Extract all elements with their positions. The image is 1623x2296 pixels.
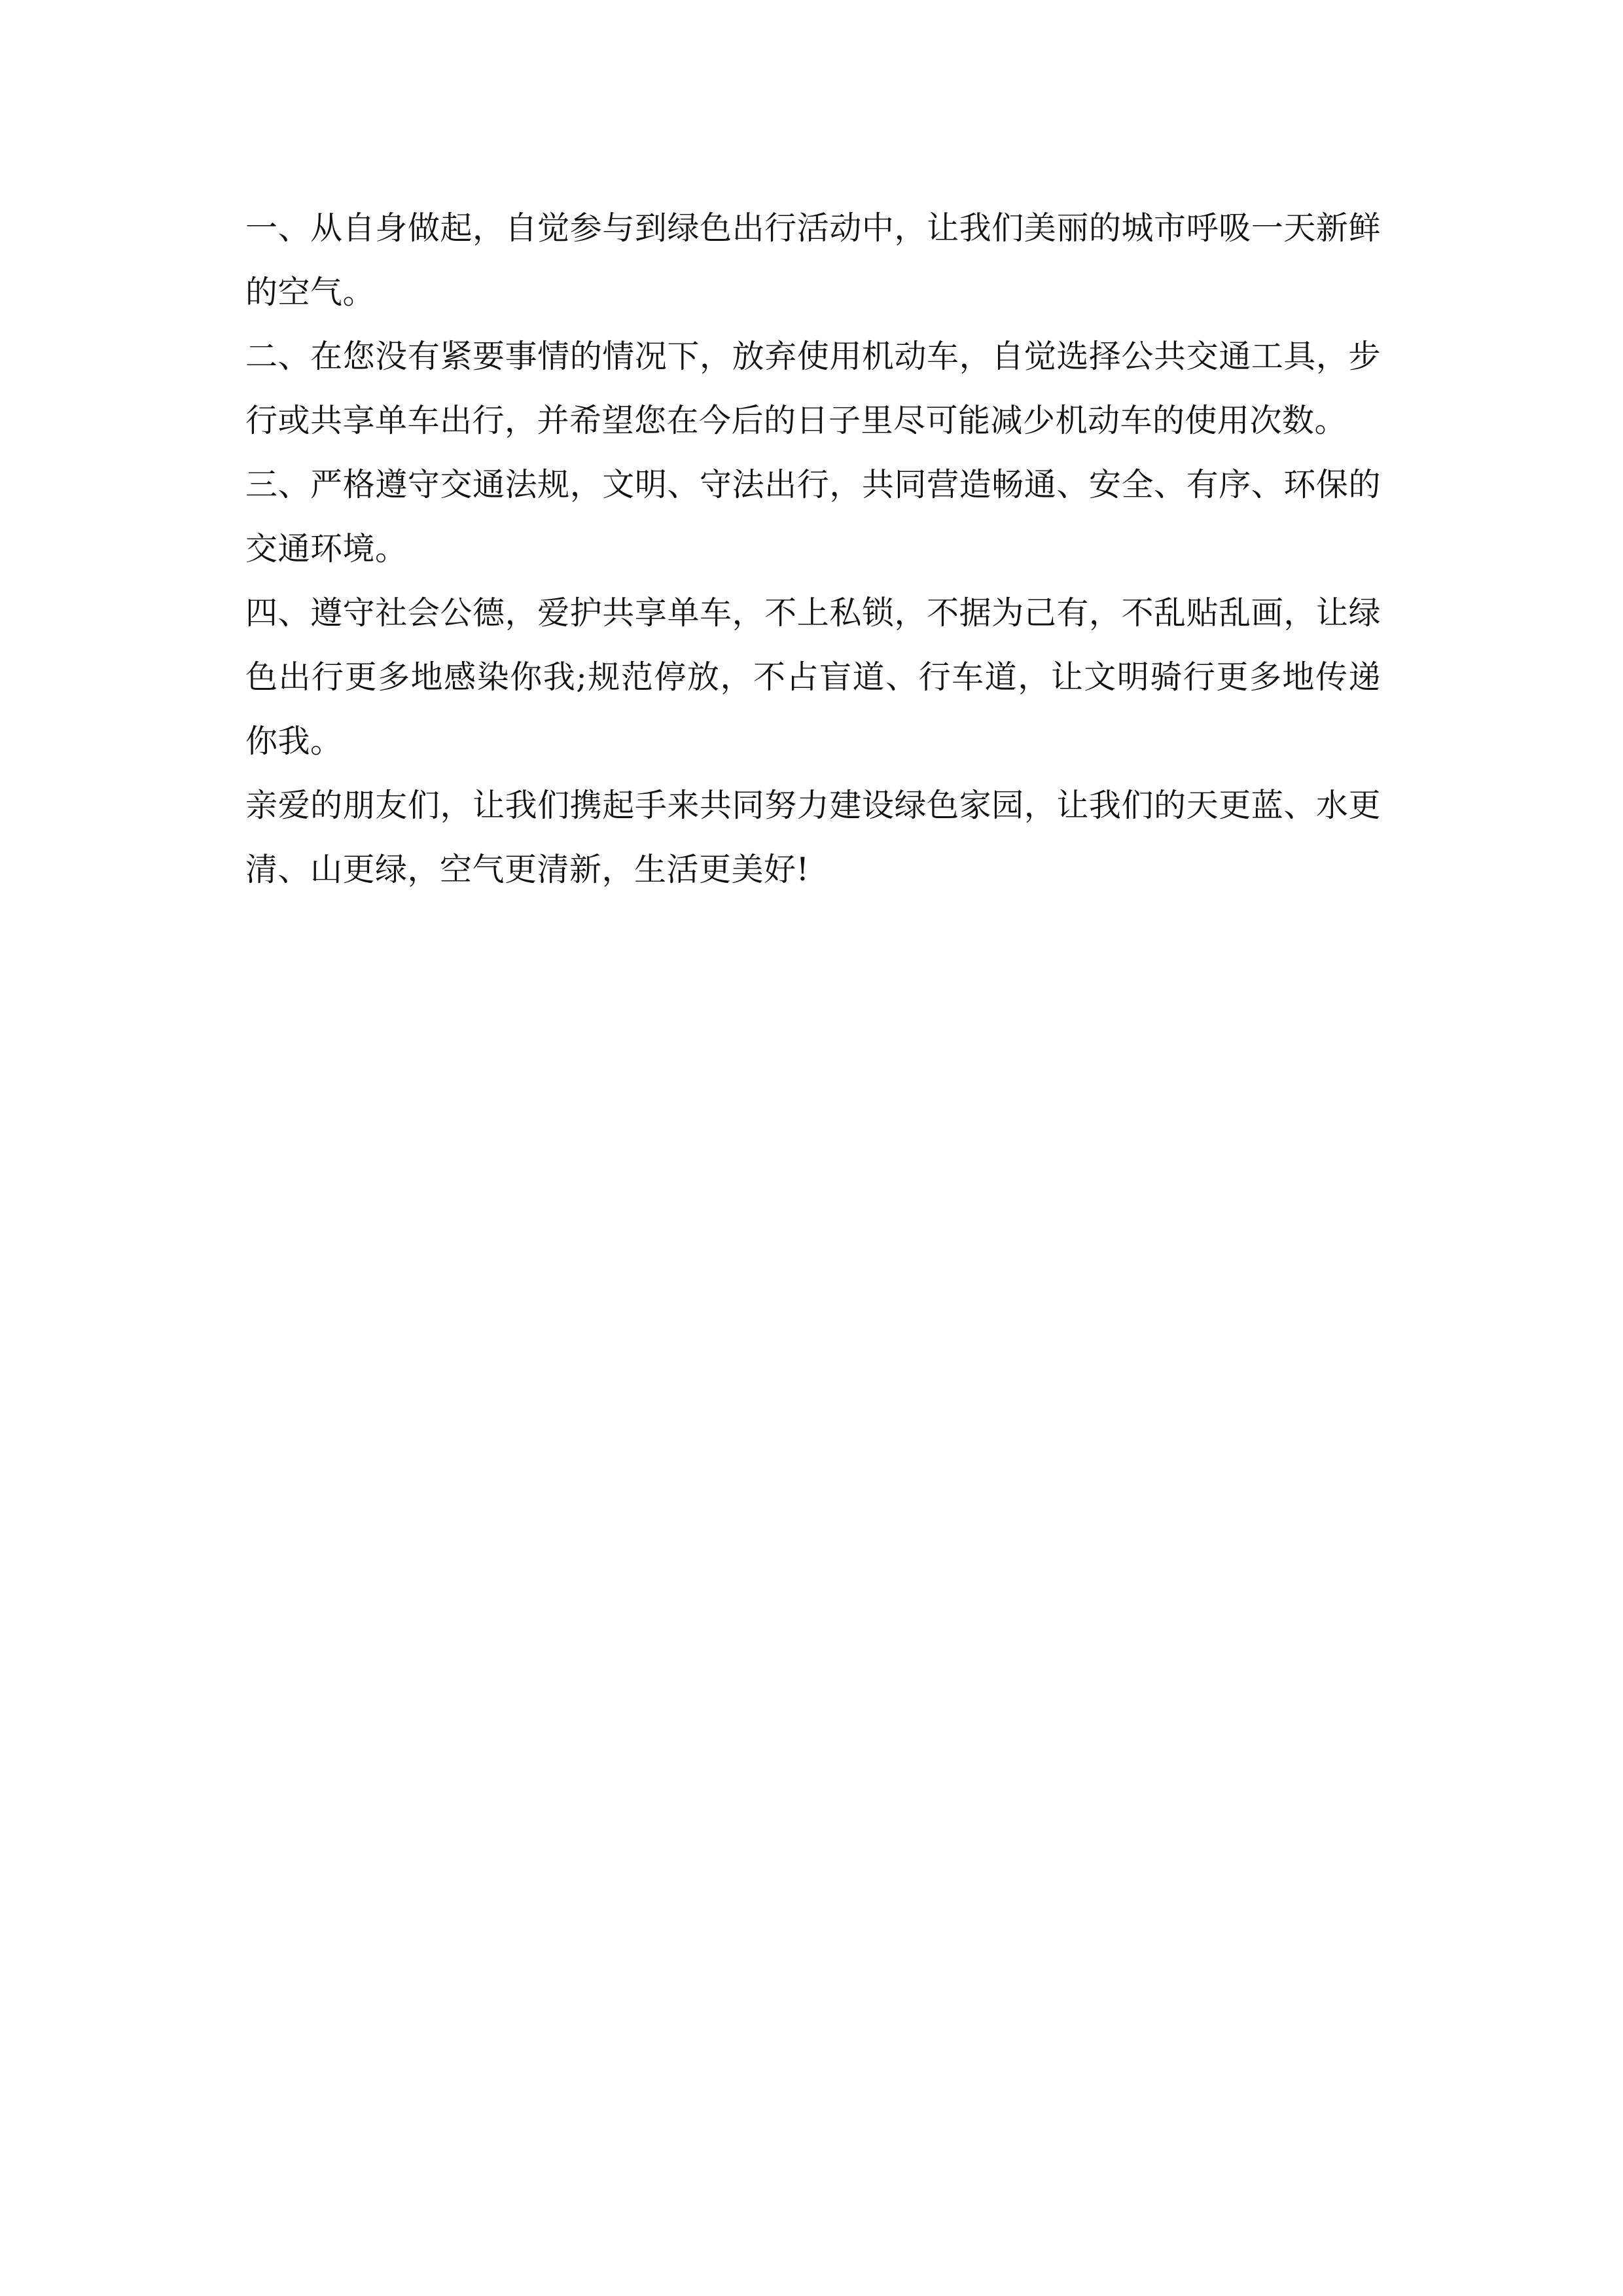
paragraph-5: 亲爱的朋友们，让我们携起手来共同努力建设绿色家园，让我们的天更蓝、水更清、山更绿，空气更清新，生活更美好!: [245, 787, 1381, 888]
paragraph-1: 一、从自身做起，自觉参与到绿色出行活动中，让我们美丽的城市呼吸一天新鲜的空气。: [245, 209, 1381, 311]
paragraph-4: 四、遵守社会公德，爱护共享单车，不上私锁，不据为己有，不乱贴乱画，让绿色出行更多地感染你我;规范停放，不占盲道、行车道，让文明骑行更多地传递你我。: [245, 594, 1381, 760]
paragraph-2: 二、在您没有紧要事情的情况下，放弃使用机动车，自觉选择公共交通工具，步行或共享单车出行，并希望您在今后的日子里尽可能减少机动车的使用次数。: [245, 338, 1381, 439]
paragraph-3: 三、严格遵守交通法规，文明、守法出行，共同营造畅通、安全、有序、环保的交通环境。: [245, 466, 1381, 567]
document-body: [245, 196, 1381, 902]
